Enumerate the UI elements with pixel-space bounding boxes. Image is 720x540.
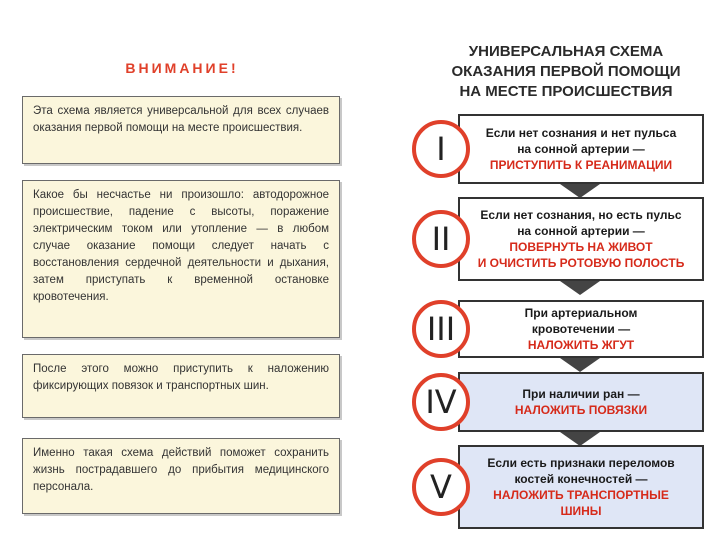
info-box-accident: [22, 180, 340, 338]
step-condition: кровотечении —: [531, 322, 631, 336]
step-action: ШИНЫ: [560, 504, 602, 518]
step-box-4: [458, 372, 704, 432]
warning-title: ВНИМАНИЕ!: [125, 60, 239, 76]
scheme-title-line: УНИВЕРСАЛЬНАЯ СХЕМА: [468, 43, 664, 60]
step-numeral-3: III: [412, 300, 470, 358]
step-box-5: [458, 445, 704, 529]
step-box-1: [458, 114, 704, 184]
step-condition: Если нет сознания, но есть пульс: [480, 208, 682, 222]
step-condition: на сонной артерии —: [517, 142, 645, 156]
step-action: И ОЧИСТИТЬ РОТОВУЮ ПОЛОСТЬ: [477, 256, 685, 270]
step-condition: Если есть признаки переломов: [487, 456, 675, 470]
scheme-title-line: НА МЕСТЕ ПРОИСШЕСТВИЯ: [459, 83, 673, 100]
step-action: НАЛОЖИТЬ ТРАНСПОРТНЫЕ: [493, 488, 669, 502]
step-action: ПОВЕРНУТЬ НА ЖИВОТ: [509, 240, 653, 254]
info-box-bandages: [22, 354, 340, 418]
down-arrow-icon: [560, 281, 600, 295]
step-numeral-1: I: [412, 120, 470, 178]
step-condition: При артериальном: [524, 306, 638, 320]
step-numeral-4: IV: [412, 373, 470, 431]
info-text: После этого можно приступить к наложению фиксирующих повязок и транспортных шин.: [33, 363, 329, 392]
scheme-title: [428, 42, 704, 102]
info-box-save-life: [22, 438, 340, 514]
step-action: НАЛОЖИТЬ ПОВЯЗКИ: [514, 403, 648, 417]
step-condition: на сонной артерии —: [517, 224, 645, 238]
step-box-3: [458, 300, 704, 358]
step-condition: Если нет сознания и нет пульса: [485, 126, 677, 140]
scheme-title-line: ОКАЗАНИЯ ПЕРВОЙ ПОМОЩИ: [451, 63, 681, 80]
info-text: Именно такая схема действий поможет сохранить жизнь пострадавшего до прибытия медицинского персонала.: [33, 447, 329, 493]
step-numeral-5: V: [412, 458, 470, 516]
step-condition: костей конечностей —: [514, 472, 648, 486]
down-arrow-icon: [560, 432, 600, 446]
step-numeral-2: II: [412, 210, 470, 268]
step-condition: При наличии ран —: [522, 387, 640, 401]
info-box-universal: [22, 96, 340, 164]
step-action: ПРИСТУПИТЬ К РЕАНИМАЦИИ: [489, 158, 673, 172]
down-arrow-icon: [560, 184, 600, 198]
info-text: Эта схема является универсальной для всех случаев оказания первой помощи на месте происшествия.: [33, 105, 329, 134]
down-arrow-icon: [560, 358, 600, 372]
step-box-2: [458, 197, 704, 281]
step-action: НАЛОЖИТЬ ЖГУТ: [527, 338, 635, 352]
info-text: Какое бы несчастье ни произошло: автодорожное происшествие, падение с высоты, поражение электрическим током или утопление — в любом случае оказание помощи следует начать с восстановления сердечной деятельности и дыхания, затем приступать к временной остановке кровотечения.: [33, 189, 329, 303]
